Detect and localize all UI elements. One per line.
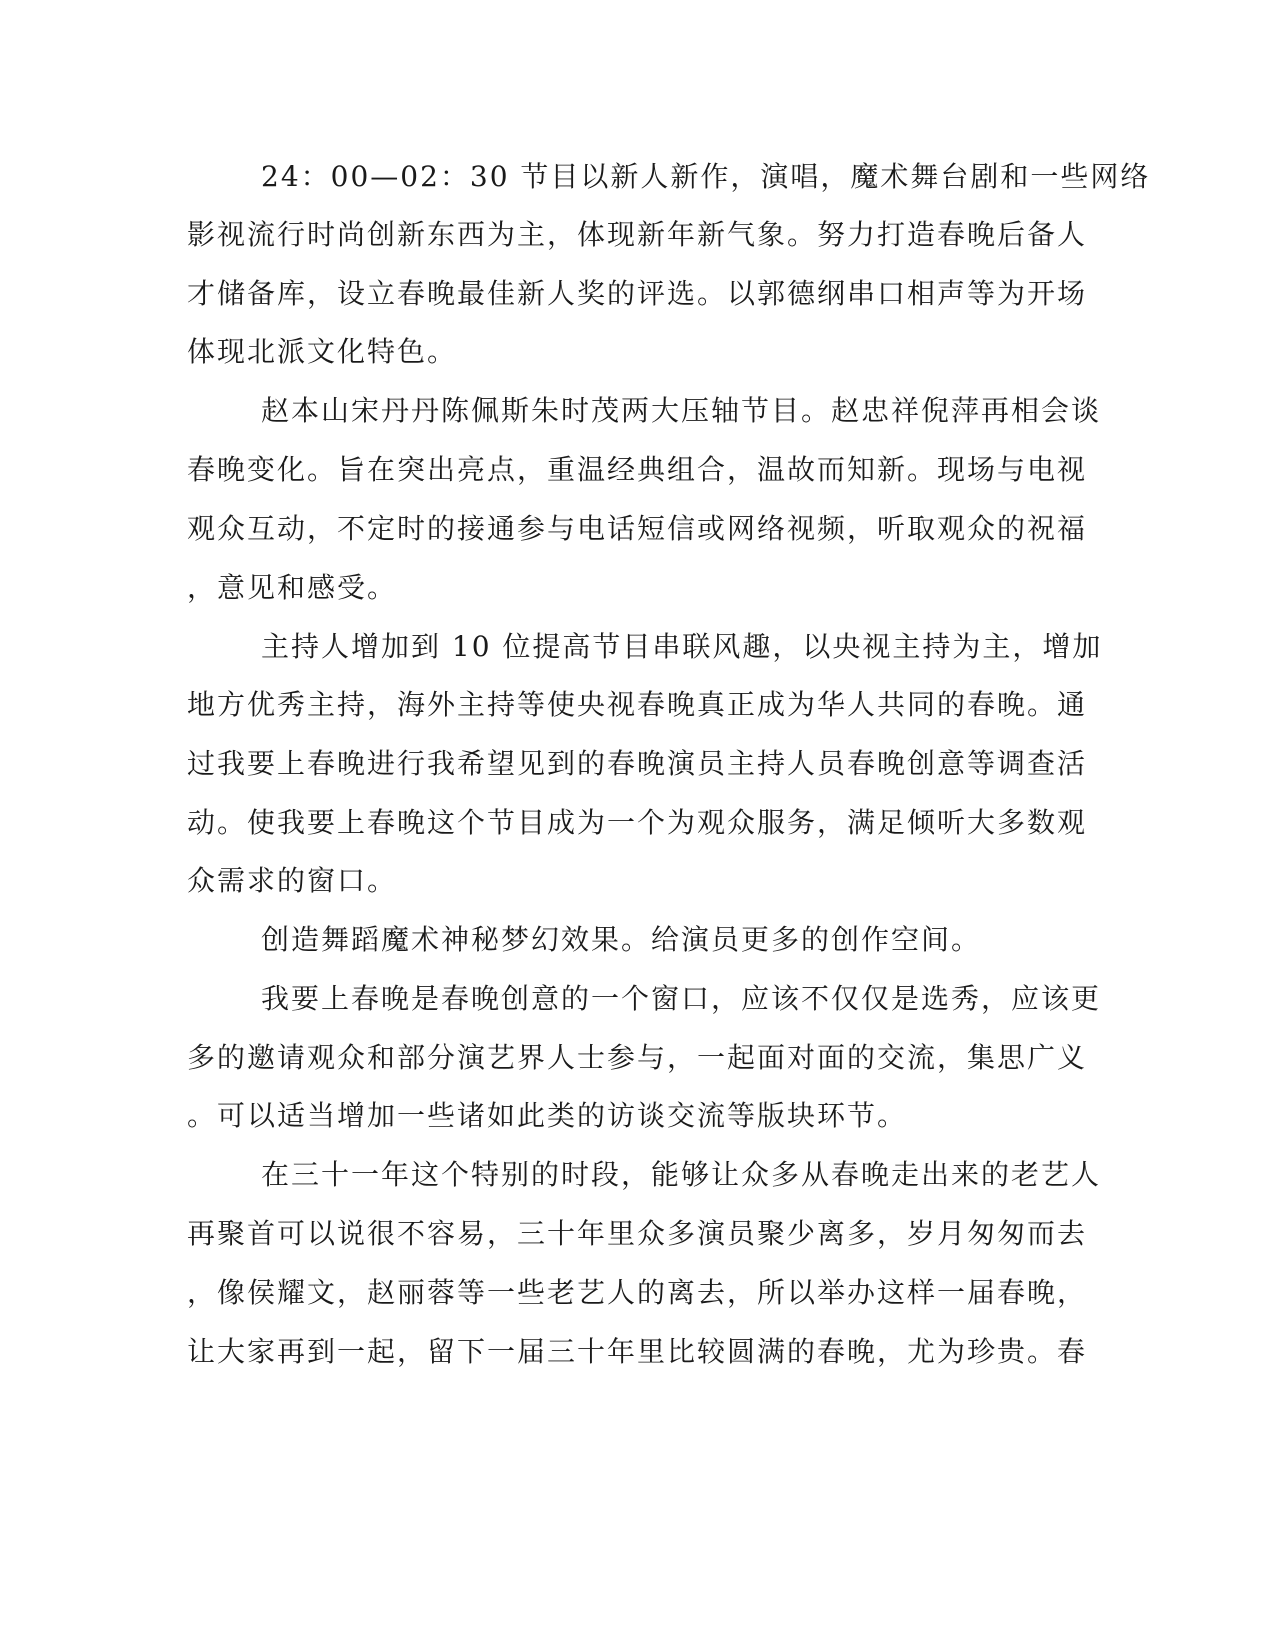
paragraph-2-line-4: ，意见和感受。 [187,571,398,604]
paragraph-5-line-2: 多的邀请观众和部分演艺界人士参与，一起面对面的交流，集思广义 [187,1041,1088,1074]
paragraph-3-line-3: 过我要上春晚进行我希望见到的春晚演员主持人员春晚创意等调查活 [187,747,1088,780]
paragraph-3-line-1: 主持人增加到 10 位提高节目串联风趣，以央视主持为主，增加 [261,630,1103,663]
paragraph-2-line-2: 春晚变化。旨在突出亮点，重温经典组合，温故而知新。现场与电视 [187,453,1088,486]
paragraph-3-line-4: 动。使我要上春晚这个节目成为一个为观众服务，满足倾听大多数观 [187,806,1088,839]
paragraph-5-line-3: 。可以适当增加一些诸如此类的访谈交流等版块环节。 [187,1099,908,1132]
paragraph-1-line-3: 才储备库，设立春晚最佳新人奖的评选。以郭德纲串口相声等为开场 [187,277,1088,310]
paragraph-3-line-2: 地方优秀主持，海外主持等使央视春晚真正成为华人共同的春晚。通 [187,688,1088,721]
paragraph-1-line-1: 24：00—02：30 节目以新人新作，演唱，魔术舞台剧和一些网络 [261,160,1151,193]
paragraph-2-line-3: 观众互动，不定时的接通参与电话短信或网络视频，听取观众的祝福 [187,512,1088,545]
paragraph-2-line-1: 赵本山宋丹丹陈佩斯朱时茂两大压轴节目。赵忠祥倪萍再相会谈 [261,394,1102,427]
paragraph-6-line-4: 让大家再到一起，留下一届三十年里比较圆满的春晚，尤为珍贵。春 [187,1335,1088,1368]
paragraph-6-line-3: ，像侯耀文，赵丽蓉等一些老艺人的离去，所以举办这样一届春晚， [187,1276,1088,1309]
paragraph-5-line-1: 我要上春晚是春晚创意的一个窗口，应该不仅仅是选秀，应该更 [261,982,1102,1015]
paragraph-3-line-5: 众需求的窗口。 [187,864,398,897]
paragraph-4-line-1: 创造舞蹈魔术神秘梦幻效果。给演员更多的创作空间。 [261,923,982,956]
paragraph-6-line-2: 再聚首可以说很不容易，三十年里众多演员聚少离多，岁月匆匆而去 [187,1217,1088,1250]
paragraph-6-line-1: 在三十一年这个特别的时段，能够让众多从春晚走出来的老艺人 [261,1158,1102,1191]
paragraph-1-line-2: 影视流行时尚创新东西为主，体现新年新气象。努力打造春晚后备人 [187,218,1088,251]
paragraph-1-line-4: 体现北派文化特色。 [187,335,458,368]
